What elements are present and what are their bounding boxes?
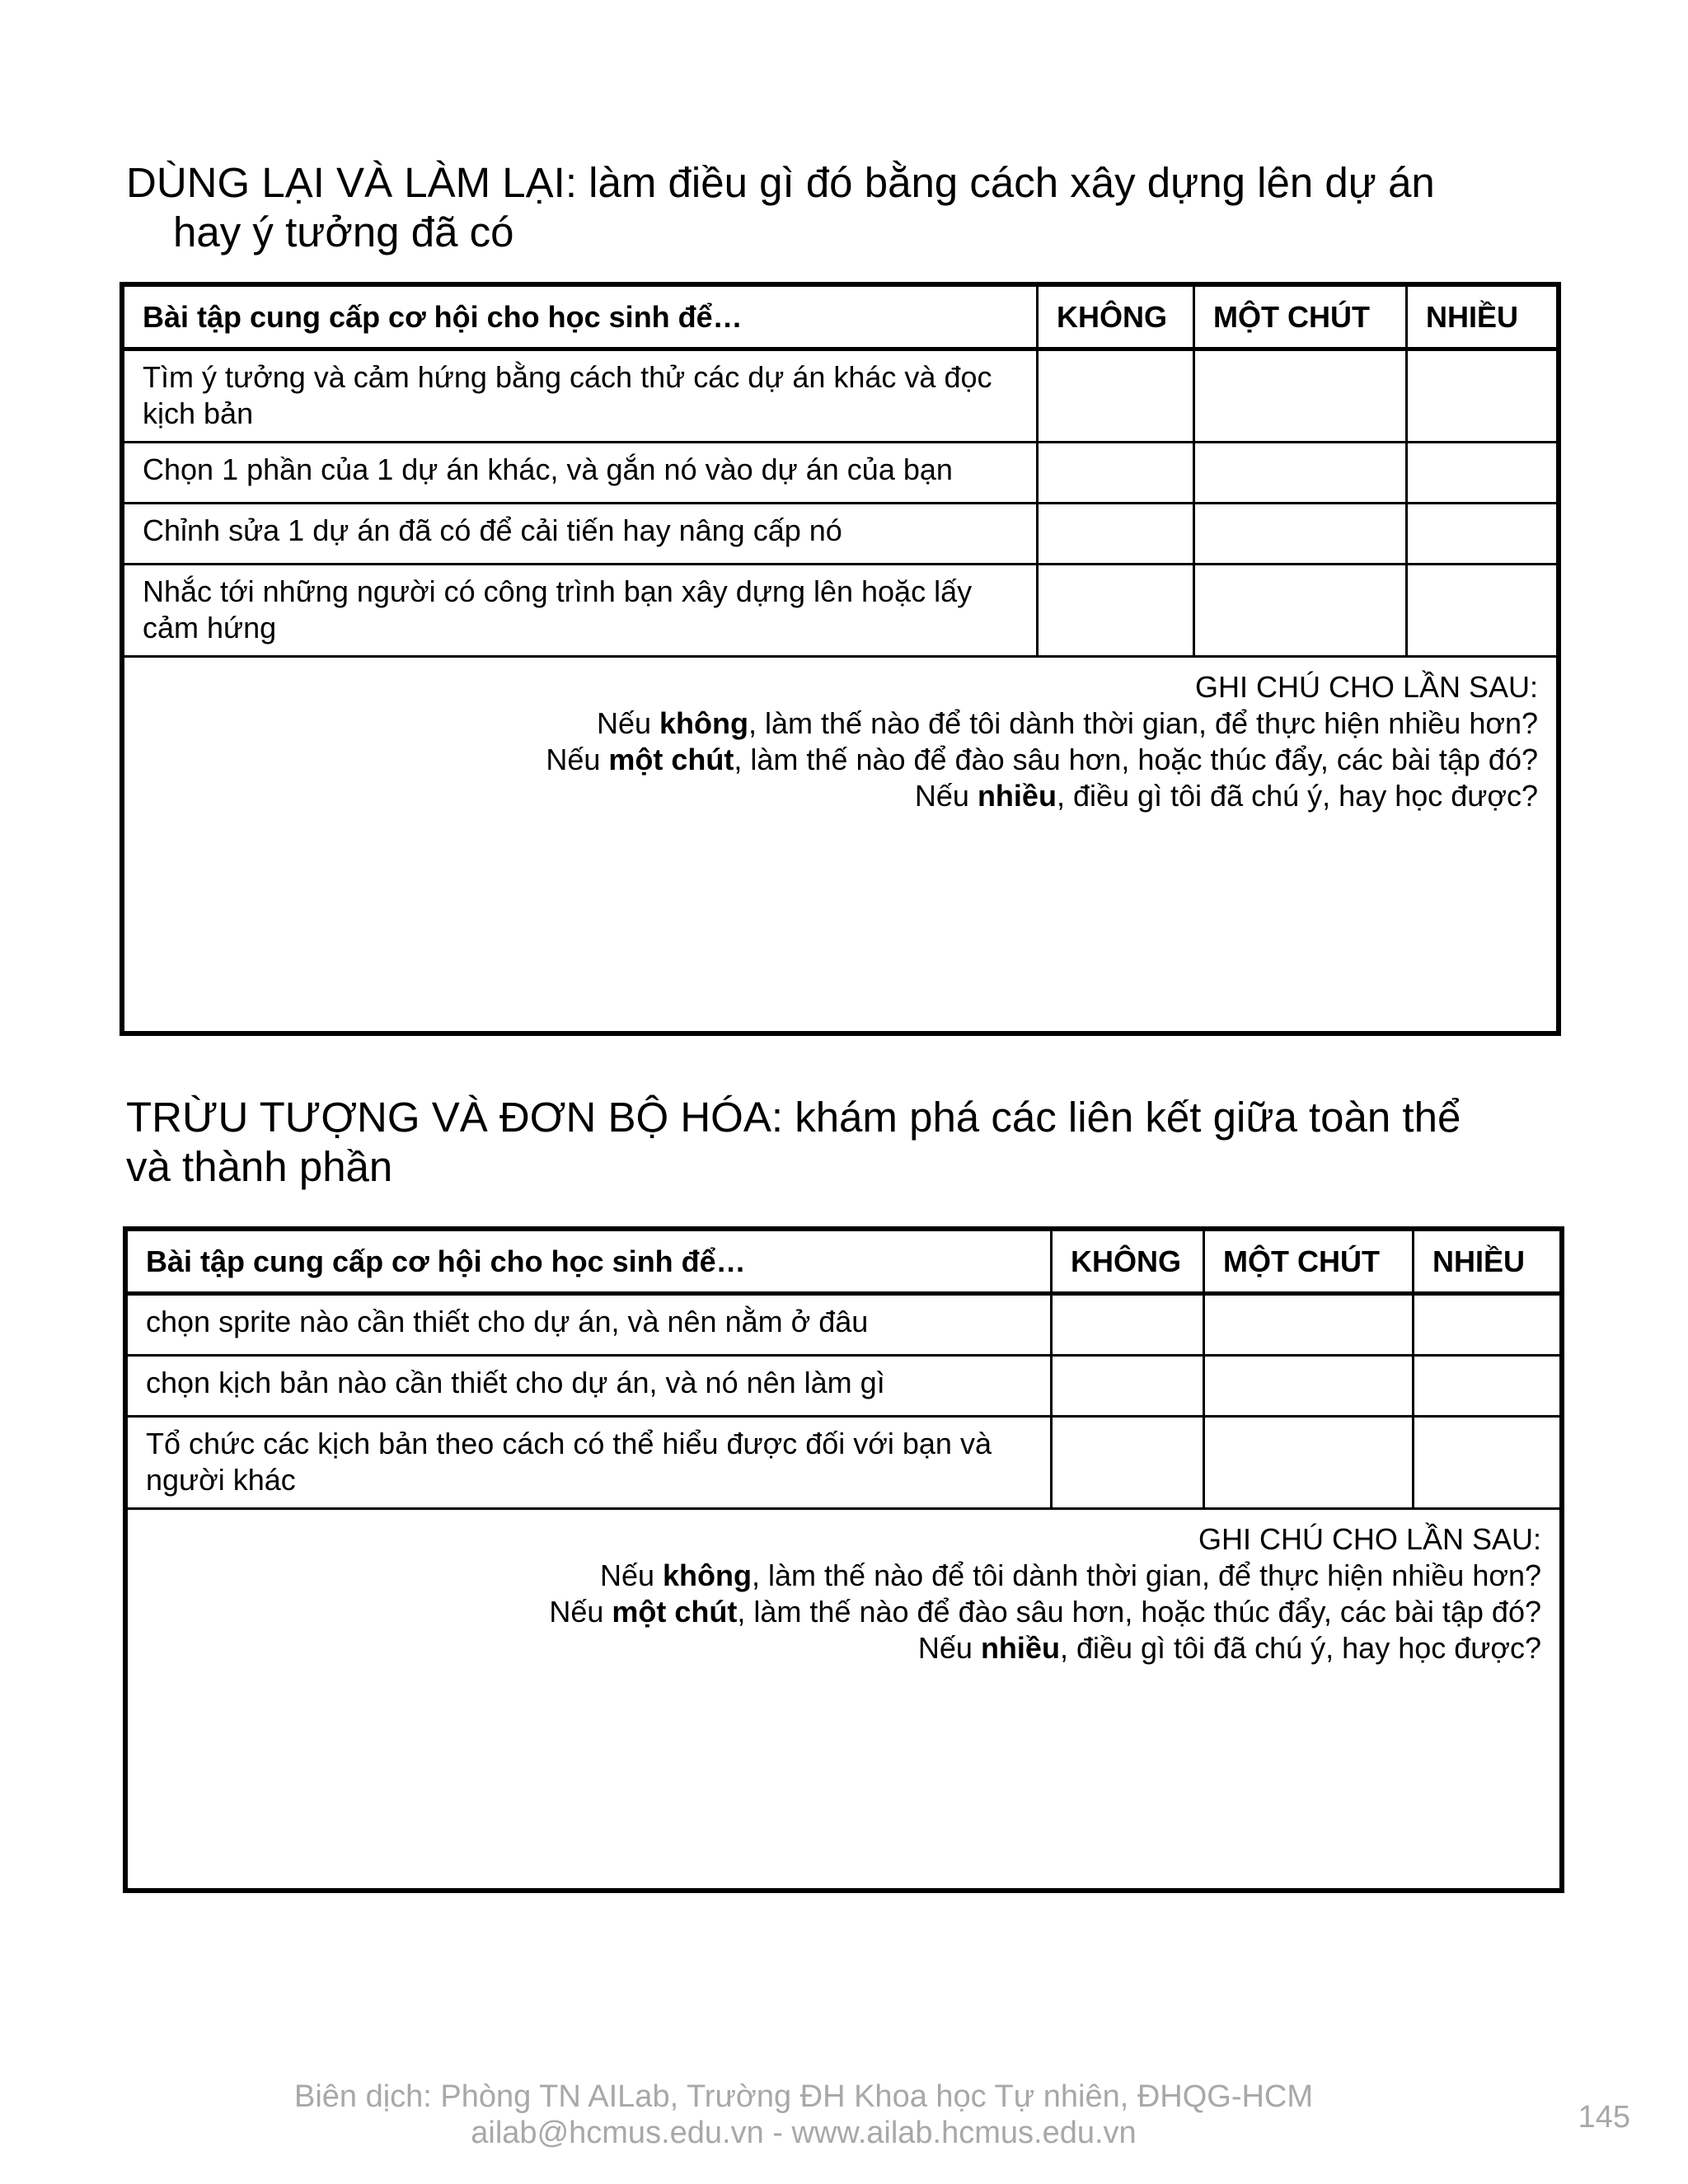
header-exercise: Bài tập cung cấp cơ hội cho học sinh để…: [124, 287, 1039, 351]
checkbox-nhieu[interactable]: [1414, 1357, 1559, 1418]
table-row-label: Tìm ý tưởng và cảm hứng bằng cách thử các dự án khác và đọc kịch bản: [124, 351, 1039, 443]
checkbox-mot-chut[interactable]: [1195, 565, 1408, 658]
checkbox-khong[interactable]: [1053, 1418, 1205, 1510]
notes-line-khong: Nếu không, làm thế nào để tôi dành thời gian, để thực hiện nhiều hơn?: [599, 1558, 1541, 1592]
header-khong: KHÔNG: [1039, 287, 1195, 351]
section-1-checklist: [120, 282, 1561, 1036]
checkbox-khong[interactable]: [1039, 351, 1195, 443]
table-row-label: Chỉnh sửa 1 dự án đã có để cải tiến hay nâng cấp nó: [124, 504, 1039, 565]
page-footer: [0, 2079, 1607, 2151]
notes-line-mot-chut: Nếu một chút, làm thế nào để đào sâu hơn, hoặc thúc đẩy, các bài tập đó?: [546, 743, 1538, 776]
page-number: 145: [1578, 2100, 1630, 2135]
footer-credit: Biên dịch: Phòng TN AILab, Trường ĐH Khoa học Tự nhiên, ĐHQG-HCM: [293, 2079, 1314, 2114]
checkbox-khong[interactable]: [1053, 1296, 1205, 1357]
checkbox-nhieu[interactable]: [1408, 504, 1556, 565]
section-2-title: [126, 1093, 1461, 1192]
checkbox-mot-chut[interactable]: [1205, 1296, 1414, 1357]
header-exercise: Bài tập cung cấp cơ hội cho học sinh để…: [128, 1231, 1053, 1296]
checkbox-khong[interactable]: [1039, 504, 1195, 565]
table-row-label: chọn sprite nào cần thiết cho dự án, và nên nằm ở đâu: [128, 1296, 1053, 1357]
notes-heading: GHI CHÚ CHO LẦN SAU:: [1194, 670, 1538, 704]
table-row-label: chọn kịch bản nào cần thiết cho dự án, và nó nên làm gì: [128, 1357, 1053, 1418]
table-row-label: Nhắc tới những người có công trình bạn xây dựng lên hoặc lấy cảm hứng: [124, 565, 1039, 658]
section-1-table: [124, 287, 1556, 658]
footer-contact: ailab@hcmus.edu.vn - www.ailab.hcmus.edu.vn: [471, 2116, 1137, 2150]
checkbox-mot-chut[interactable]: [1195, 351, 1408, 443]
checkbox-nhieu[interactable]: [1414, 1296, 1559, 1357]
checkbox-nhieu[interactable]: [1408, 565, 1556, 658]
section-1-title: [126, 158, 1435, 257]
header-mot-chut: MỘT CHÚT: [1205, 1231, 1414, 1296]
header-nhieu: NHIỀU: [1408, 287, 1556, 351]
notes-line-khong: Nếu không, làm thế nào để tôi dành thời gian, để thực hiện nhiều hơn?: [596, 706, 1538, 740]
section-2-title-line-1: TRỪU TƯỢNG VÀ ĐƠN BỘ HÓA: khám phá các liên kết giữa toàn thể: [126, 1094, 1461, 1141]
section-2-table: [128, 1231, 1559, 1510]
checkbox-mot-chut[interactable]: [1195, 443, 1408, 504]
section-1-title-line-1: DÙNG LẠI VÀ LÀM LẠI: làm điều gì đó bằng cách xây dựng lên dự án: [126, 159, 1435, 206]
checkbox-khong[interactable]: [1039, 443, 1195, 504]
checkbox-khong[interactable]: [1039, 565, 1195, 658]
notes-heading: GHI CHÚ CHO LẦN SAU:: [1198, 1522, 1541, 1556]
header-mot-chut: MỘT CHÚT: [1195, 287, 1408, 351]
table-row-label: Chọn 1 phần của 1 dự án khác, và gắn nó vào dự án của bạn: [124, 443, 1039, 504]
checkbox-mot-chut[interactable]: [1205, 1357, 1414, 1418]
table-row-label: Tổ chức các kịch bản theo cách có thể hiểu được đối với bạn và người khác: [128, 1418, 1053, 1510]
section-1-notes[interactable]: [124, 658, 1556, 814]
checkbox-nhieu[interactable]: [1408, 351, 1556, 443]
checkbox-nhieu[interactable]: [1414, 1418, 1559, 1510]
notes-line-nhieu: Nếu nhiều, điều gì tôi đã chú ý, hay học được?: [917, 1631, 1541, 1665]
notes-line-nhieu: Nếu nhiều, điều gì tôi đã chú ý, hay học được?: [914, 779, 1538, 813]
checkbox-khong[interactable]: [1053, 1357, 1205, 1418]
section-2-notes[interactable]: [128, 1510, 1559, 1666]
section-2-title-line-2: và thành phần: [126, 1143, 393, 1190]
checkbox-mot-chut[interactable]: [1195, 504, 1408, 565]
header-khong: KHÔNG: [1053, 1231, 1205, 1296]
checkbox-mot-chut[interactable]: [1205, 1418, 1414, 1510]
section-1-title-line-2: hay ý tưởng đã có: [173, 209, 514, 255]
header-nhieu: NHIỀU: [1414, 1231, 1559, 1296]
checkbox-nhieu[interactable]: [1408, 443, 1556, 504]
notes-line-mot-chut: Nếu một chút, làm thế nào để đào sâu hơn, hoặc thúc đẩy, các bài tập đó?: [549, 1595, 1541, 1629]
section-2-checklist: [123, 1226, 1564, 1893]
